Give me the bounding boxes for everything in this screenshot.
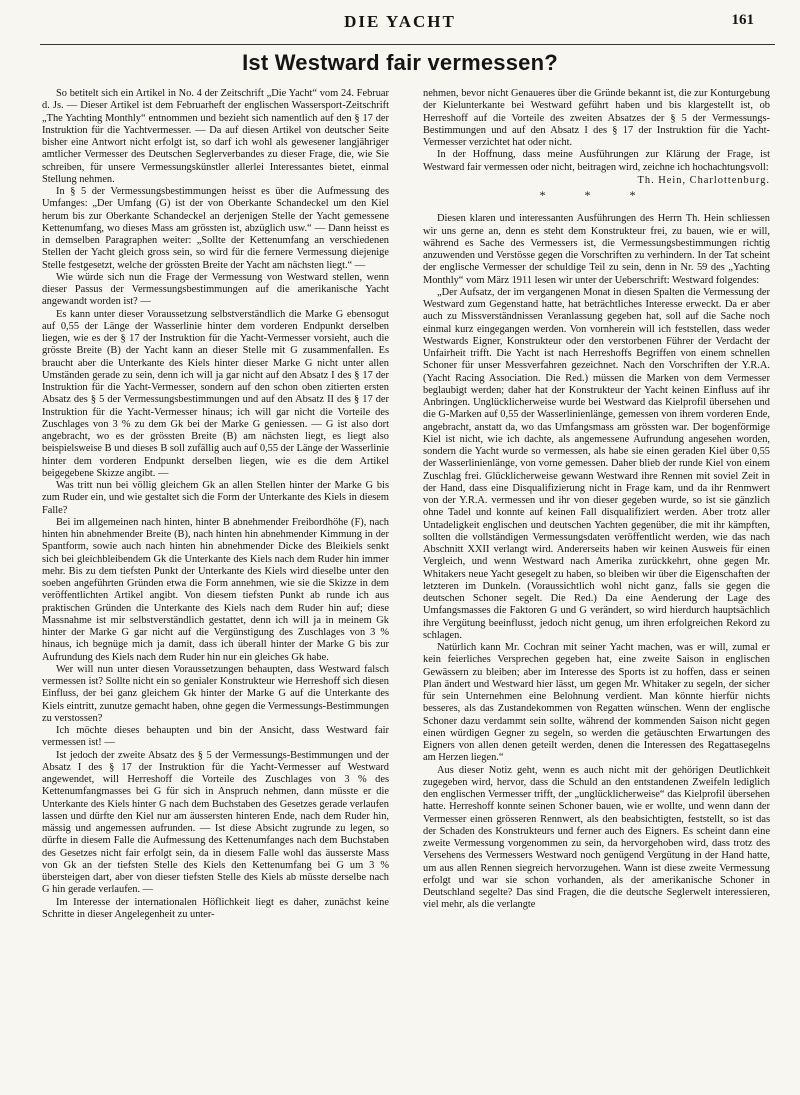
paragraph: Es kann unter dieser Voraussetzung selbstverständlich die Marke G ebensogut auf 0,55 der Länge der Wasserlinie hinter dem vorderen Endpunkt derselben liegen, wie es der § 17 der Instruktion für die Yacht-Vermesser vorsieht, auch die grösste Breite (B) der Yacht kann an dieser Stelle mit G zusammenfallen. Es braucht aber die Unterkante des Kiels hinter dieser Marke G nicht unter allen Umständen gerade zu sein, denn ich will ja gar nicht auf den Absatz I des § 17 der Instruktion für die Yacht-Vermesser, sondern auf den schon oben zitierten ersten Absatz des § 5 der Vermessungsbestimmungen und auf den Absatz II des § 17 der Instruktion für die Yacht-Vermesser hinaus; ich will gar nicht die Vorteile des Zuschlages von 3 % zu dem Gk bei der Marke G geniessen. — G ist also dort angebracht, wo es der grössten Breite (B) am nächsten liegt, es liegt also beispielsweise B und dieses B soll zufällig auch auf 0,55 der Länge der Wasserlinie hinter dem vorderen Endpunkt derselben liegen, wie es die dem Artikel beigegebene Skizze angibt. — [42, 308, 389, 479]
article-title: Ist Westward fair vermessen? [242, 50, 558, 75]
quoted-paragraph: „Der Aufsatz, der im vergangenen Monat in diesen Spalten die Vermessung der Westward zum Gegenstand hatte, hat beträchtliches Interesse erweckt. Da er aber auch zu Missverständnissen Veranlassung gegeben hat, soll auf die Sache noch einmal kurz eingegangen werden. Von vornherein will ich feststellen, dass weder Westwards Eigner, Konstrukteur oder den verstorbenen Führer der Verdacht der Unfairheit trifft. Die Yacht ist nach Herreshoffs Begriffen von einem schnellen Schoner für unser Messverfahren gezeichnet. Nach den Vorschriften der Y.R.A. (Yacht Racing Association. Die Red.) müssen die Marken von dem Vermesser beglaubigt werden; daher hat der Konstrukteur der Yacht keinen Einfluss auf ihr Anbringen. Unglücklicherweise wurde bei Westward das Kielprofil übersehen und die G-Marken auf 0,55 der Wasserlinienlänge, gemessen von ihrem vorderen Ende, angebracht, anstatt da, wo das Umfangsmass am grössten war. Der bogenförmige Kiel ist nicht, wie ich dachte, als angemessene Aufrundung angesehen worden, sondern die Yacht wurde so vermessen, als habe sie einen geraden Kiel über 0,55 der Wasserlinienlänge, von vorne gemessen. Daher blieb der runde Kiel von einem Zuschlag frei. Glücklicherweise gewann Westward ihre Rennen mit soviel Zeit in der Hand, dass eine Disqualifizierung nicht in Frage kam, und da ihr Renmwert von der Y.R.A. vermessen und ihr von dieser gegeben wurde, so ist sie gänzlich ohne Tadel und konnte auf keinen Fall disqualifiziert werden. Aber trotz aller Untadeligkeit englischen und deutschen Yachten gegenüber, die mit ihr kämpften, sollten die vollständigen Vermessungsdaten veröffentlicht werden, wie das nach Abschnitt XXII verlangt wird. Andererseits haben wir keinen Ausweis für einen Vergleich, und wenn Westward nach Amerika zurückkehrt, ohne gegen Mr. Whitakers neue Yacht gesegelt zu haben, so bleiben wir über die Eigenschaften der letzteren im Dunkeln. (Voraussichtlich wohl nicht ganz, falls sie gegen die deutschen Schoner segelt. Die Red.) Da eine Aenderung der Lage des Umfangsmasses die Faktoren G und G verändert, so wird hierdurch hauptsächlich ihre Vergütung beeinflusst, jedoch nicht genug, um ihren erfolgreichen Rekord zu schlagen. [423, 286, 770, 641]
paragraph: Ich möchte dieses behaupten und bin der Ansicht, dass Westward fair vermessen ist! — [42, 725, 389, 749]
paragraph: In § 5 der Vermessungsbestimmungen heisst es über die Aufmessung des Umfanges: „Der Umfang (G) ist der von Oberkante Schandeckel um den Kiel herum bis zur Oberkante Schandeckel an derjenigen Stelle der Yacht gemessene Kettenumfang, wo dieses Mass am grössten ist, abzüglich usw.“ — Dann heisst es in demselben Paragraphen weiter: „Sollte der Kettenumfang an verschiedenen Stellen der Yacht gleich gross sein, so wird für die fernere Vermessung diejenige Stelle festgesetzt, welche der grössten Breite der Yacht am nächsten liegt.“ — [42, 186, 389, 271]
paragraph: Im Interesse der internationalen Höflichkeit liegt es daher, zunächst keine Schritte in dieser Angelegenheit zu unter- [42, 896, 389, 920]
paragraph: Ist jedoch der zweite Absatz des § 5 der Vermessungs-Bestimmungen und der Absatz I des § 17 der Instruktion für die Yacht-Vermesser auf Westward angewendet, will Herreshoff die Vorteile des Zuschlages von 3 % des Kettenumfangmasses bei G für sich in Anspruch nehmen, dann müsste er die Unterkante des Kiels hinter G nach dem Buchstaben des Gesetzes gerade verlaufen lassen und dürfte den Kiel nur am äussersten hinteren Ende, nach dem Ruder hin, mässig und angemessen aufrunden. — Ist diese Absicht zugrunde zu legen, so dürfte in diesem Falle die Aufmessung des Kettenumfanges nach dem Buchstaben des Gesetzes nicht fair erfolgt sein, da in diesem Falle wohl das äusserste Mass von Gk an der tiefsten Stelle des Kiels den Kettenumfang bei G um 3 % übersteigen dart, aber von dieser tiefsten Stelle des Kiels ab müsste derselbe nach G hin gerade verlaufen. — [42, 749, 389, 896]
paragraph: In der Hoffnung, dass meine Ausführungen zur Klärung der Frage, ist Westward fair vermessen oder nicht, beitragen wird, zeichne ich hochachtungsvoll: [423, 149, 770, 173]
paragraph: Wer will nun unter diesen Voraussetzungen behaupten, dass Westward falsch vermessen ist? Sollte nicht ein so genialer Konstrukteur wie Herreshoff sich diesen Einfluss, der bei ganz gleichem Gk hinter der Marke G auf die Unterkante des Kiels eintritt, zunutze gemacht haben, ohne gegen die Vermessungs-Bestimmungen zu verstossen? [42, 663, 389, 724]
right-column [423, 88, 770, 1083]
paragraph: So betitelt sich ein Artikel in No. 4 der Zeitschrift „Die Yacht“ vom 24. Februar d. Js. — Dieser Artikel ist dem Februarheft der englischen Wassersport-Zeitschrift „The Yachting Monthly“ entnommen und bezieht sich namentlich auf den § 17 der Instruktion für die Yachtvermesser. — Da auf diesen Artikel von deutscher Seite bisher eine Antwort nicht erfolgt ist, so darf ich wohl als gewesener langjähriger amtlicher Vermesser des Deutschen Seglerverbandes zu dieser Frage, die, wie Sie schreiben, für unsere Vermessungskünstler allerlei Interessantes bietet, einmal Stellung nehmen. [42, 88, 389, 185]
running-header [0, 12, 800, 36]
section-separator: * * * [539, 188, 654, 202]
page-number: 161 [731, 12, 754, 28]
left-column [42, 88, 389, 1083]
header-rule [40, 44, 775, 45]
quoted-paragraph: Natürlich kann Mr. Cochran mit seiner Yacht machen, was er will, zumal er kein feierliches Versprechen gegeben hat, eine zweite Saison in englischen Gewässern zu bleiben; aber im Interesse des Sports ist zu hoffen, dass er seinen Plan ändert und Westward hier lässt, um gegen Mr. Whitaker zu segeln, der sicher für sein Unternehmen eine Belohnung verdient. Man könnte hierfür nichts besseres, als das Zustandekommen von Regatten wünschen. Wenn der englische Schoner dazu verdammt sein sollte, während der kommenden Saison nicht gegen einen würdigen Gegner zu segeln, so werden die getäuschten Erwartungen des Eigners von allen denen geteilt werden, denen die Interessen des Regattasegelns am Herzen liegen.“ [423, 642, 770, 764]
paragraph: Wie würde sich nun die Frage der Vermessung von Westward stellen, wenn dieser Passus der Vermessungsbestimmungen auf die amerikanische Yacht angewandt worden ist? — [42, 271, 389, 308]
paragraph: Was tritt nun bei völlig gleichem Gk an allen Stellen hinter der Marke G bis zum Ruder ein, und wie gestaltet sich die Form der Unterkante des Kiels in diesem Falle? [42, 480, 389, 516]
paragraph: Aus dieser Notiz geht, wenn es auch nicht mit der gehörigen Deutlichkeit zugegeben wird, hervor, dass die Schuld an den entstandenen Zweifeln lediglich den englischen Vermesser trifft, der „unglücklicherweise“ das Kielprofil übersehen hatte. Herreshoff konnte seinen Schoner bauen, wie er wollte, und wenn dann der Vermesser einen grösseren Rennwert, als den beabsichtigten, feststellt, so ist das der Schaden des Konstrukteurs und ferner auch des Eigners. Es scheint dann eine zweite Vermessung vorgenommen zu sein, da hervorgehoben wird, dass trotz des Versehens des Vermessers Westward noch genügend Vergütung in der Hand hatte, um aus allen Rennen siegreich hervorzugehen. Wann ist diese zweite Vermessung erfolgt und war sie schon vorhanden, als der amerikanische Schoner in Deutschland segelte? Das sind Fragen, die die deutsche Seglerwelt interessieren, viel mehr, als die verlangte [423, 764, 770, 911]
paragraph: Bei im allgemeinen nach hinten, hinter B abnehmender Freibordhöhe (F), nach hinten hin abnehmender Breite (B), nach hinten hin abnehmender Kimmung in der Spantform, sowie auch nach hinten hin abnehmender Dicke des Bleikiels senkt sich bei gleichbleibendem Gk die Unterkante des Kiels nach dem Ruder hin immer mehr. Bis zu dem tiefsten Punkt der Unterkante des Kiels wird dieselbe unter den soeben angeführten Gründen etwa die Form annehmen, wie sie die Skizze in dem veröffentlichten Artikel angibt. Von diesem tiefsten Punkt ab runde ich aus praktischen Gründen die Unterkante des Kiels nach dem Ruder hin auf; diese Massnahme ist mir selbstverständlich gestattet, denn ich will ja in meinem Gk hinter der Marke G gar nicht auf die Vergünstigung des Zuschlages von 3 % hinaus, ich begnüge mich ja damit, dass ich überall hinter der Marke G bis zur Aufrundung des Kiels nach dem Ruder hin nur ein gleiches Gk habe. [42, 516, 389, 663]
journal-name: DIE YACHT [344, 12, 456, 31]
signature-text: Th. Hein, Charlottenburg. [637, 174, 770, 186]
signature [423, 175, 770, 187]
paragraph: nehmen, bevor nicht Genaueres über die Gründe bekannt ist, die zur Konturgebung der Kielunterkante bei Westward geführt haben und bis klargestellt ist, ob Herreshoff auf die Vorteile des zweiten Absatzes der § 5 der Vermessungs-Bestimmungen und auf den Absatz I des § 17 der Instruktion für die Yacht-Vermesser verzichtet hat oder nicht. [423, 88, 770, 148]
paragraph: Diesen klaren und interessanten Ausführungen des Herrn Th. Hein schliessen wir uns gerne an, denn es steht dem Konstrukteur frei, zu bauen, wie er will, während es Sache des Vermessers ist, die Vermessungsbestimmungen richtig anzuwenden und Verstösse gegen die Vorschriften zu verhindern. In der Tat scheint der englische Vermesser der schuldige Teil zu sein, denn in Nr. 59 des „Yachting Monthly“ vom März 1911 lesen wir unter der Ueberschrift: Westward folgendes: [423, 213, 770, 286]
